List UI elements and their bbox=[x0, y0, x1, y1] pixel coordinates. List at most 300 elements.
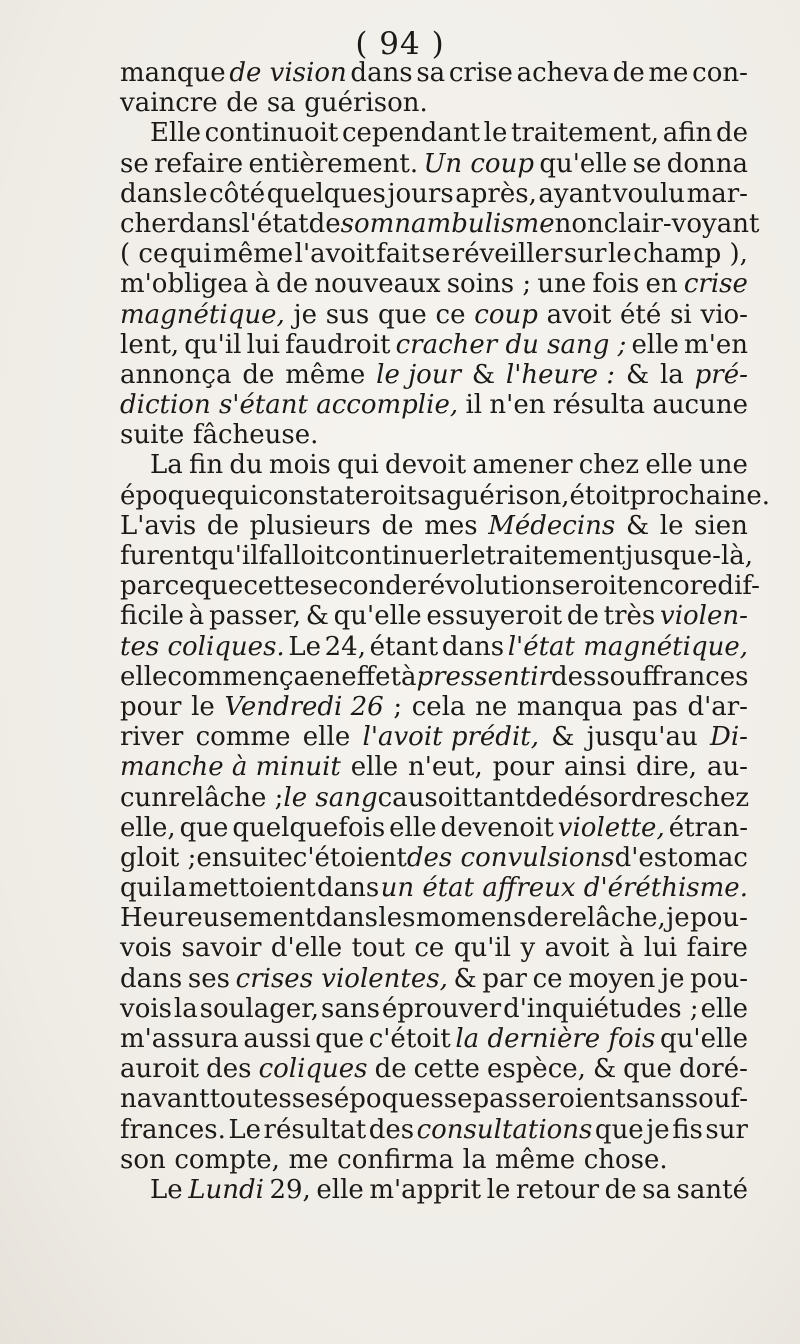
word: c'étoit bbox=[368, 1024, 451, 1054]
word: elle bbox=[350, 752, 399, 783]
word: qui bbox=[216, 480, 259, 511]
word: elle bbox=[302, 722, 351, 753]
word: vaincre bbox=[120, 88, 218, 119]
word: ses bbox=[291, 1084, 334, 1115]
word: des bbox=[206, 1054, 252, 1085]
word: mes bbox=[424, 510, 478, 541]
word: faudroit bbox=[285, 329, 391, 360]
italic-word: l'état magnétique, bbox=[507, 631, 748, 662]
word: avoit bbox=[546, 299, 612, 330]
word: donna bbox=[666, 148, 748, 179]
word: par bbox=[482, 963, 527, 994]
word: elle bbox=[316, 1174, 364, 1205]
word: doré- bbox=[679, 1054, 748, 1085]
word: auroit bbox=[120, 1054, 200, 1085]
text-line bbox=[120, 933, 748, 963]
word: son bbox=[120, 1144, 166, 1175]
word: époque bbox=[120, 480, 217, 511]
word: sur bbox=[563, 239, 607, 270]
word: m'obligea bbox=[120, 269, 249, 300]
word: sien bbox=[694, 510, 748, 541]
word: sans bbox=[625, 1084, 685, 1115]
word: des bbox=[550, 661, 597, 692]
word: après, bbox=[455, 178, 537, 209]
word: & bbox=[453, 963, 477, 994]
word: sa bbox=[642, 1174, 671, 1205]
word: Le bbox=[150, 1174, 183, 1205]
word: & bbox=[471, 359, 496, 390]
word: qu'elle bbox=[539, 148, 628, 179]
word: moyen bbox=[568, 963, 656, 994]
word: santé bbox=[676, 1174, 748, 1205]
italic-word: diction s'étant accomplie, bbox=[120, 390, 459, 421]
word: navant bbox=[120, 1084, 210, 1115]
word: 24, bbox=[324, 631, 366, 662]
word: non bbox=[554, 208, 604, 239]
word: jusque-là, bbox=[625, 541, 754, 571]
word: ses bbox=[187, 963, 230, 994]
word: jusqu'au bbox=[586, 722, 698, 753]
text-line bbox=[120, 330, 748, 360]
word: elle, bbox=[120, 812, 176, 843]
word: des bbox=[368, 1114, 415, 1145]
word: le bbox=[461, 541, 486, 571]
word: ce bbox=[414, 933, 445, 964]
italic-word: tes coliques. bbox=[120, 631, 285, 662]
word: cher bbox=[120, 208, 180, 239]
text-line bbox=[120, 269, 748, 299]
word: soins ; bbox=[446, 269, 532, 300]
word: que bbox=[315, 1024, 365, 1054]
word: 29, bbox=[269, 1174, 311, 1205]
word: dans bbox=[317, 873, 380, 904]
word: vio- bbox=[700, 299, 748, 330]
word: fâcheuse. bbox=[192, 420, 319, 451]
word: vois bbox=[120, 993, 172, 1024]
word: une bbox=[537, 269, 587, 300]
word: ficile bbox=[120, 601, 184, 632]
word: en bbox=[645, 269, 678, 300]
word: cette bbox=[243, 571, 310, 602]
word: & bbox=[551, 722, 575, 753]
word: le bbox=[486, 1174, 511, 1205]
text-line bbox=[120, 813, 748, 843]
italic-word: le sang bbox=[283, 782, 378, 813]
italic-word: l'avoit prédit, bbox=[362, 722, 539, 753]
italic-word: la dernière fois bbox=[455, 1024, 656, 1054]
text-line bbox=[120, 58, 748, 88]
word: prochaine. bbox=[629, 480, 771, 511]
word: de bbox=[715, 118, 748, 149]
word: nouveaux bbox=[314, 269, 441, 300]
word: dif- bbox=[717, 571, 760, 602]
text-line bbox=[120, 903, 748, 933]
word: n'en bbox=[489, 390, 546, 421]
word: dans bbox=[120, 178, 183, 209]
word: cette bbox=[413, 1054, 480, 1085]
italic-word: des convulsions bbox=[406, 842, 615, 873]
word: Elle bbox=[150, 118, 201, 149]
word: qu'il bbox=[453, 933, 511, 964]
word: effet bbox=[341, 661, 401, 692]
word: résultat bbox=[263, 1114, 367, 1145]
text-line bbox=[120, 752, 748, 782]
word: espèce, bbox=[486, 1054, 586, 1085]
word: chose. bbox=[583, 1144, 668, 1175]
word: La bbox=[150, 450, 183, 481]
word: crise bbox=[448, 58, 513, 88]
text-line bbox=[120, 118, 748, 148]
word: annonça bbox=[120, 359, 232, 390]
text-line bbox=[120, 994, 748, 1024]
word: même bbox=[285, 359, 366, 390]
italic-word: un état affreux d'éréthisme. bbox=[380, 873, 748, 904]
word: le bbox=[191, 691, 215, 722]
word: fis bbox=[672, 1114, 703, 1145]
word: m'apprit bbox=[369, 1174, 482, 1205]
word: résulta bbox=[552, 390, 645, 421]
word: avoit bbox=[544, 933, 610, 964]
word: dans bbox=[350, 58, 413, 88]
word: traitement bbox=[485, 541, 626, 571]
word: étoit bbox=[569, 480, 630, 511]
italic-word: magnétique, bbox=[120, 299, 285, 330]
word: à bbox=[254, 269, 270, 300]
word: seconde bbox=[309, 571, 418, 602]
word: de bbox=[206, 510, 239, 541]
word: à bbox=[618, 933, 635, 964]
italic-word: coliques bbox=[258, 1054, 368, 1085]
word: soulager, bbox=[199, 993, 320, 1024]
word: & bbox=[625, 359, 650, 390]
word: d'estomac bbox=[614, 842, 748, 873]
word: champ ), bbox=[633, 239, 748, 270]
word: toutes bbox=[209, 1084, 292, 1115]
italic-word: Di- bbox=[710, 722, 748, 753]
word: révolution bbox=[417, 571, 552, 602]
word: traitement, bbox=[511, 118, 660, 149]
italic-word: Lundi bbox=[188, 1174, 264, 1205]
text-line bbox=[120, 692, 748, 722]
word: ce bbox=[435, 299, 466, 330]
word: le bbox=[659, 510, 684, 541]
text-line bbox=[120, 873, 748, 903]
italic-word: pressentir bbox=[416, 661, 551, 692]
word: y bbox=[520, 933, 536, 964]
word: se bbox=[443, 1084, 473, 1115]
text-line bbox=[120, 420, 748, 450]
word: lui bbox=[643, 933, 678, 964]
italic-word: crise bbox=[683, 269, 748, 300]
word: époques bbox=[333, 1084, 444, 1115]
text-line bbox=[120, 662, 748, 692]
text-line bbox=[120, 1084, 748, 1114]
word: souffrances bbox=[596, 661, 749, 692]
italic-word: Médecins bbox=[488, 510, 616, 541]
word: se bbox=[120, 148, 149, 179]
word: elle bbox=[631, 329, 679, 360]
word: dans bbox=[441, 631, 505, 662]
text-line bbox=[120, 1115, 748, 1145]
word: une bbox=[698, 450, 748, 481]
word: si bbox=[670, 299, 692, 330]
word: la bbox=[659, 359, 684, 390]
word: qui bbox=[120, 873, 162, 904]
word: que bbox=[623, 1054, 672, 1085]
italic-word: pré- bbox=[694, 359, 748, 390]
word: devenoit bbox=[440, 812, 554, 843]
word: sa bbox=[417, 480, 446, 511]
word: retour bbox=[515, 1174, 600, 1205]
word: ( ce bbox=[120, 239, 169, 270]
word: de bbox=[276, 269, 309, 300]
word: sa bbox=[416, 58, 446, 88]
word: falloit bbox=[258, 541, 335, 571]
word: elle bbox=[389, 812, 437, 843]
text-line bbox=[120, 541, 754, 571]
italic-word: l'heure : bbox=[505, 359, 616, 390]
word: le bbox=[183, 178, 208, 209]
word: de bbox=[374, 1054, 407, 1085]
text-line bbox=[120, 783, 748, 813]
word: river bbox=[120, 722, 184, 753]
word: tant bbox=[472, 782, 526, 813]
word: de bbox=[381, 510, 414, 541]
word: commença bbox=[167, 661, 310, 692]
text-line bbox=[120, 843, 748, 873]
word: côté bbox=[209, 178, 266, 209]
word: que bbox=[377, 299, 427, 330]
word: chez bbox=[688, 782, 750, 813]
word: guérison. bbox=[304, 88, 428, 119]
word: même bbox=[495, 1144, 576, 1175]
word: Heureusement bbox=[120, 903, 316, 934]
word: qui bbox=[169, 239, 212, 270]
italic-word: coup bbox=[474, 299, 538, 330]
word: ensuite bbox=[196, 842, 293, 873]
word: tout bbox=[351, 933, 405, 964]
text-line bbox=[120, 1054, 748, 1084]
word: de bbox=[612, 58, 645, 88]
word: de bbox=[308, 208, 341, 239]
word: d'elle bbox=[270, 933, 343, 964]
word: jours bbox=[387, 178, 454, 209]
word: manque bbox=[120, 58, 226, 88]
text-line bbox=[120, 632, 748, 662]
word: aucune bbox=[652, 390, 748, 421]
word: qu'elle bbox=[660, 1024, 748, 1054]
word: éprouver bbox=[381, 993, 502, 1024]
word: m'en bbox=[684, 329, 748, 360]
word: lui bbox=[246, 329, 280, 360]
word: elle bbox=[645, 450, 693, 481]
word: & bbox=[305, 601, 329, 632]
word: passeroient bbox=[472, 1084, 626, 1115]
word: pou- bbox=[690, 903, 748, 934]
word: au- bbox=[706, 752, 748, 783]
word: sus bbox=[325, 299, 370, 330]
word: que bbox=[594, 1114, 644, 1145]
word: faire bbox=[686, 933, 748, 964]
text-line bbox=[120, 300, 748, 330]
word: étant bbox=[369, 631, 439, 662]
word: que bbox=[194, 571, 244, 602]
word: causoit bbox=[377, 782, 473, 813]
word: afin bbox=[662, 118, 713, 149]
word: qu'il bbox=[201, 541, 259, 571]
word: je bbox=[666, 903, 690, 934]
word: ce bbox=[532, 963, 563, 994]
word: voulu bbox=[612, 178, 686, 209]
word: dans bbox=[315, 903, 378, 934]
word: compte, bbox=[174, 1144, 280, 1175]
word: d'inquiétudes ; bbox=[503, 993, 699, 1024]
word: relâche ; bbox=[168, 782, 284, 813]
word: essuyeroit bbox=[426, 601, 563, 632]
word: que bbox=[179, 812, 229, 843]
word: constateroit bbox=[258, 480, 418, 511]
word: cun bbox=[120, 782, 169, 813]
word: l'avoit bbox=[294, 239, 375, 270]
word: de bbox=[526, 903, 559, 934]
word: con- bbox=[692, 58, 748, 88]
word: quelquefois bbox=[232, 812, 386, 843]
word: dans bbox=[179, 208, 242, 239]
word: savoir bbox=[181, 933, 262, 964]
word: quelques bbox=[266, 178, 386, 209]
word: de bbox=[566, 601, 599, 632]
word: à bbox=[188, 601, 205, 632]
word: été bbox=[620, 299, 662, 330]
word: manqua bbox=[516, 691, 623, 722]
word: mois bbox=[268, 450, 331, 481]
word: cela bbox=[411, 691, 466, 722]
word: Le bbox=[288, 631, 321, 662]
word: se bbox=[632, 148, 662, 179]
word: je bbox=[646, 1114, 670, 1145]
word: L'avis bbox=[120, 510, 197, 541]
word: parce bbox=[120, 571, 195, 602]
word: je bbox=[661, 963, 685, 994]
word: furent bbox=[120, 541, 202, 571]
word: comme bbox=[195, 722, 291, 753]
word: passer, bbox=[208, 601, 301, 632]
word: lent, bbox=[120, 329, 180, 360]
word: fois bbox=[592, 269, 640, 300]
word: qu'il bbox=[184, 329, 242, 360]
italic-word: Un coup bbox=[423, 148, 534, 179]
word: du bbox=[229, 450, 263, 481]
page-number: ( 94 ) bbox=[355, 26, 445, 62]
word: mettoient bbox=[188, 873, 316, 904]
text-line bbox=[120, 722, 748, 752]
word: qui bbox=[337, 450, 379, 481]
italic-word: Vendredi 26 bbox=[224, 691, 384, 722]
word: Le bbox=[228, 1114, 262, 1145]
text-line bbox=[120, 450, 748, 480]
word: sa bbox=[266, 88, 296, 119]
word: seroit bbox=[551, 571, 628, 602]
word: sur bbox=[705, 1114, 748, 1145]
word: je bbox=[293, 299, 317, 330]
text-line bbox=[120, 964, 748, 994]
italic-word: violette, bbox=[557, 812, 665, 843]
text-line bbox=[120, 480, 771, 511]
word: très bbox=[603, 601, 656, 632]
word: confirma bbox=[337, 1144, 455, 1175]
word: l'état bbox=[241, 208, 309, 239]
word: clair-voyant bbox=[603, 208, 760, 239]
word: mar- bbox=[686, 178, 748, 209]
word: le bbox=[483, 118, 508, 149]
word: d'ar- bbox=[687, 691, 748, 722]
word: devoit bbox=[385, 450, 467, 481]
italic-word: manche à minuit bbox=[120, 752, 341, 783]
text-line bbox=[120, 390, 748, 420]
word: fait bbox=[376, 239, 421, 270]
italic-word: violen- bbox=[660, 601, 748, 632]
word: pas bbox=[632, 691, 678, 722]
word: de bbox=[226, 88, 259, 119]
text-line bbox=[120, 1175, 748, 1205]
word: c'étoient bbox=[292, 842, 407, 873]
word: pou- bbox=[690, 963, 748, 994]
italic-word: somnambulisme bbox=[340, 208, 555, 239]
word: entièrement. bbox=[248, 148, 419, 179]
italic-word: cracher du sang ; bbox=[395, 329, 627, 360]
text-line bbox=[120, 360, 748, 390]
italic-word: consultations bbox=[416, 1114, 593, 1145]
word: fin bbox=[189, 450, 224, 481]
word: encore bbox=[627, 571, 718, 602]
word: & bbox=[625, 510, 650, 541]
text-line bbox=[120, 149, 748, 179]
word: me bbox=[648, 58, 689, 88]
word: m'assura bbox=[120, 1024, 239, 1054]
text-line bbox=[120, 208, 760, 239]
word: momens bbox=[415, 903, 527, 934]
word: cependant bbox=[341, 118, 481, 149]
word: réveiller bbox=[451, 239, 563, 270]
word: sans bbox=[320, 993, 380, 1024]
word: la bbox=[173, 993, 198, 1024]
word: acheva bbox=[516, 58, 609, 88]
text-line bbox=[120, 179, 748, 209]
word: le bbox=[607, 239, 632, 270]
word: guérison, bbox=[445, 480, 570, 511]
word: qu'elle bbox=[333, 601, 422, 632]
word: la bbox=[462, 1144, 487, 1175]
word: continuer bbox=[334, 541, 462, 571]
word: de bbox=[604, 1174, 637, 1205]
word: n'eut, bbox=[407, 752, 483, 783]
word: gloit ; bbox=[120, 842, 197, 873]
word: la bbox=[163, 873, 187, 904]
word: vois bbox=[120, 933, 172, 964]
word: de bbox=[525, 782, 558, 813]
word: plusieurs bbox=[249, 510, 371, 541]
word: me bbox=[288, 1144, 329, 1175]
word: frances. bbox=[120, 1114, 226, 1145]
word: se bbox=[421, 239, 451, 270]
word: ; bbox=[393, 691, 403, 722]
text-line bbox=[120, 88, 748, 118]
word: aussi bbox=[243, 1024, 311, 1054]
text-line bbox=[120, 1024, 748, 1054]
word: même bbox=[213, 239, 294, 270]
word: de bbox=[242, 359, 275, 390]
word: amener bbox=[472, 450, 573, 481]
